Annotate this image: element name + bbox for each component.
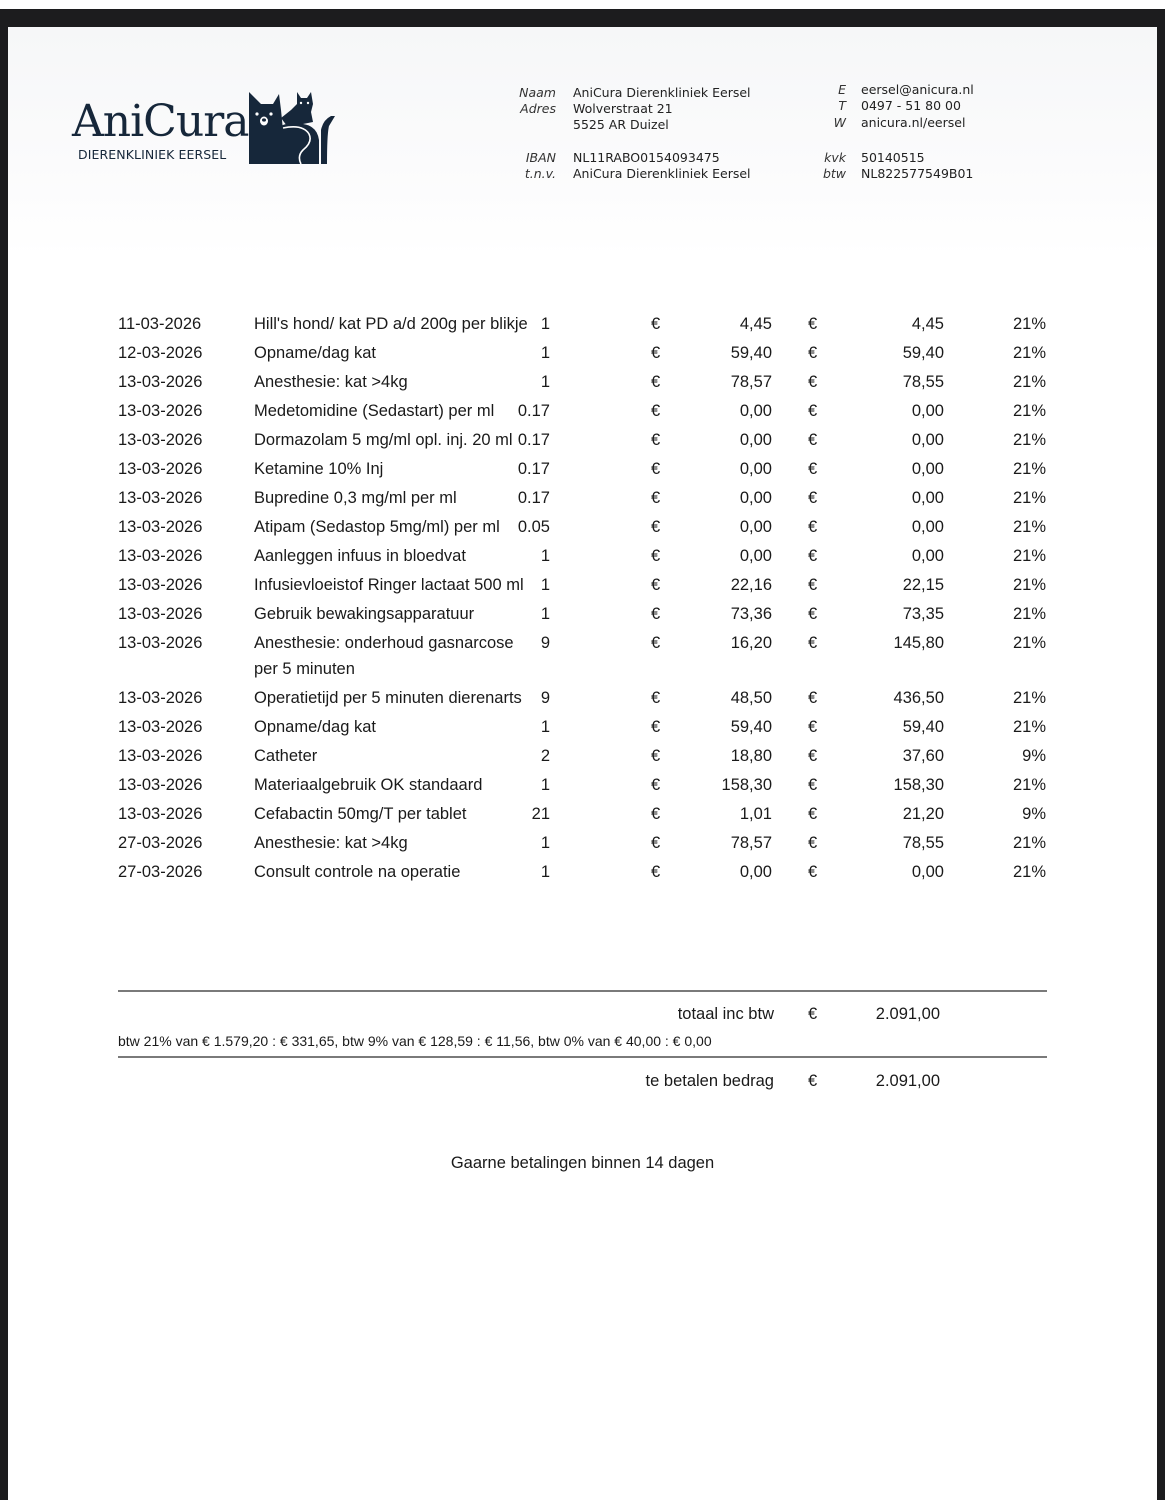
item-total-currency: € xyxy=(808,315,818,333)
label-phone: T xyxy=(838,98,846,113)
item-total: 0,00 xyxy=(911,863,944,881)
amount-due-value: 2.091,00 xyxy=(875,1072,940,1090)
item-date: 13-03-2026 xyxy=(118,689,203,707)
table-row xyxy=(118,456,1048,482)
item-quantity: 1 xyxy=(540,834,550,852)
item-unit-price: 0,00 xyxy=(739,489,772,507)
item-total-currency: € xyxy=(808,373,818,391)
item-price-currency: € xyxy=(651,605,661,623)
item-unit-price: 78,57 xyxy=(730,373,772,391)
item-unit-price: 48,50 xyxy=(730,689,772,707)
item-price-currency: € xyxy=(651,689,661,707)
label-kvk: kvk xyxy=(824,150,846,165)
item-description: Infusievloeistof Ringer lactaat 500 ml xyxy=(254,576,524,594)
item-description: Consult controle na operatie xyxy=(254,863,461,881)
clinic-address-line1: Wolverstraat 21 xyxy=(573,101,673,116)
item-total: 73,35 xyxy=(902,605,944,623)
item-vat-rate: 21% xyxy=(1012,689,1046,707)
table-row xyxy=(118,311,1048,337)
item-total-currency: € xyxy=(808,634,818,652)
item-total: 158,30 xyxy=(893,776,944,794)
label-website: W xyxy=(833,115,846,130)
line-items-table xyxy=(118,311,1048,888)
item-description: Bupredine 0,3 mg/ml per ml xyxy=(254,489,457,507)
btw-breakdown: btw 21% van € 1.579,20 : € 331,65, btw 9% van € 128,59 : € 11,56, btw 0% van € 40,00 : € 0,00 xyxy=(118,1033,712,1049)
item-total-currency: € xyxy=(808,547,818,565)
item-price-currency: € xyxy=(651,547,661,565)
item-quantity: 1 xyxy=(540,605,550,623)
item-unit-price: 4,45 xyxy=(739,315,772,333)
table-row xyxy=(118,340,1048,366)
item-total-currency: € xyxy=(808,805,818,823)
item-vat-rate: 21% xyxy=(1012,605,1046,623)
item-quantity: 2 xyxy=(540,747,550,765)
item-price-currency: € xyxy=(651,373,661,391)
item-unit-price: 59,40 xyxy=(730,344,772,362)
table-row xyxy=(118,772,1048,798)
table-row xyxy=(118,630,1048,682)
clinic-btw-number: NL822577549B01 xyxy=(861,166,974,181)
item-unit-price: 158,30 xyxy=(721,776,772,794)
item-price-currency: € xyxy=(651,634,661,652)
item-total: 21,20 xyxy=(902,805,944,823)
item-date: 27-03-2026 xyxy=(118,834,203,852)
table-row xyxy=(118,685,1048,711)
label-adres: Adres xyxy=(520,101,556,116)
table-row xyxy=(118,714,1048,740)
item-description: Materiaalgebruik OK standaard xyxy=(254,776,483,794)
item-vat-rate: 21% xyxy=(1012,489,1046,507)
total-currency: € xyxy=(808,1005,818,1023)
logo-wordmark: AniCura xyxy=(72,96,249,147)
item-date: 12-03-2026 xyxy=(118,344,203,362)
item-unit-price: 16,20 xyxy=(730,634,772,652)
item-quantity: 0.17 xyxy=(517,431,550,449)
item-date: 13-03-2026 xyxy=(118,373,203,391)
item-price-currency: € xyxy=(651,344,661,362)
clinic-website[interactable]: anicura.nl/eersel xyxy=(861,115,966,130)
table-row xyxy=(118,514,1048,540)
item-vat-rate: 21% xyxy=(1012,547,1046,565)
item-total: 0,00 xyxy=(911,547,944,565)
item-price-currency: € xyxy=(651,402,661,420)
clinic-phone: 0497 - 51 80 00 xyxy=(861,98,961,113)
item-total-currency: € xyxy=(808,344,818,362)
item-date: 13-03-2026 xyxy=(118,605,203,623)
item-total-currency: € xyxy=(808,402,818,420)
item-description: Opname/dag kat xyxy=(254,344,376,362)
item-quantity: 1 xyxy=(540,315,550,333)
item-vat-rate: 9% xyxy=(1022,805,1046,823)
item-quantity: 1 xyxy=(540,344,550,362)
item-description: Anesthesie: onderhoud gasnarcose per 5 minuten xyxy=(254,634,514,678)
item-description: Hill's hond/ kat PD a/d 200g per blikje xyxy=(254,315,528,333)
item-total: 4,45 xyxy=(911,315,944,333)
item-quantity: 1 xyxy=(540,776,550,794)
item-price-currency: € xyxy=(651,834,661,852)
item-date: 13-03-2026 xyxy=(118,747,203,765)
item-price-currency: € xyxy=(651,863,661,881)
item-date: 13-03-2026 xyxy=(118,402,203,420)
item-total: 0,00 xyxy=(911,402,944,420)
item-unit-price: 0,00 xyxy=(739,518,772,536)
label-email: E xyxy=(838,82,846,97)
item-unit-price: 0,00 xyxy=(739,460,772,478)
item-date: 13-03-2026 xyxy=(118,547,203,565)
item-total-currency: € xyxy=(808,605,818,623)
item-unit-price: 0,00 xyxy=(739,863,772,881)
item-price-currency: € xyxy=(651,315,661,333)
item-unit-price: 73,36 xyxy=(730,605,772,623)
item-total: 59,40 xyxy=(902,718,944,736)
item-vat-rate: 21% xyxy=(1012,576,1046,594)
item-unit-price: 1,01 xyxy=(739,805,772,823)
total-value: 2.091,00 xyxy=(875,1005,940,1023)
item-date: 13-03-2026 xyxy=(118,805,203,823)
item-date: 13-03-2026 xyxy=(118,431,203,449)
table-row xyxy=(118,830,1048,856)
label-iban: IBAN xyxy=(525,150,556,165)
item-total-currency: € xyxy=(808,718,818,736)
item-price-currency: € xyxy=(651,718,661,736)
clinic-iban: NL11RABO0154093475 xyxy=(573,150,720,165)
item-vat-rate: 21% xyxy=(1012,344,1046,362)
item-total: 436,50 xyxy=(893,689,944,707)
item-description: Opname/dag kat xyxy=(254,718,376,736)
item-price-currency: € xyxy=(651,518,661,536)
item-description: Anesthesie: kat >4kg xyxy=(254,373,408,391)
logo-subtitle: DIERENKLINIEK EERSEL xyxy=(78,147,227,162)
item-total: 145,80 xyxy=(893,634,944,652)
clinic-account-holder: AniCura Dierenkliniek Eersel xyxy=(573,166,751,181)
item-description: Atipam (Sedastop 5mg/ml) per ml xyxy=(254,518,500,536)
item-total: 22,15 xyxy=(902,576,944,594)
item-total-currency: € xyxy=(808,518,818,536)
item-vat-rate: 21% xyxy=(1012,402,1046,420)
item-unit-price: 0,00 xyxy=(739,402,772,420)
item-date: 13-03-2026 xyxy=(118,489,203,507)
item-quantity: 0.05 xyxy=(517,518,550,536)
item-description: Dormazolam 5 mg/ml opl. inj. 20 ml xyxy=(254,431,513,449)
item-price-currency: € xyxy=(651,431,661,449)
item-date: 27-03-2026 xyxy=(118,863,203,881)
item-vat-rate: 21% xyxy=(1012,460,1046,478)
clinic-address-line2: 5525 AR Duizel xyxy=(573,117,669,132)
item-total-currency: € xyxy=(808,747,818,765)
item-vat-rate: 9% xyxy=(1022,747,1046,765)
item-date: 13-03-2026 xyxy=(118,634,203,652)
table-row xyxy=(118,427,1048,453)
item-description: Aanleggen infuus in bloedvat xyxy=(254,547,466,565)
item-vat-rate: 21% xyxy=(1012,718,1046,736)
item-quantity: 1 xyxy=(540,718,550,736)
item-description: Ketamine 10% Inj xyxy=(254,460,384,478)
item-quantity: 9 xyxy=(540,634,550,652)
item-total-currency: € xyxy=(808,431,818,449)
summary-rule xyxy=(118,1056,1047,1058)
item-unit-price: 0,00 xyxy=(739,547,772,565)
item-date: 13-03-2026 xyxy=(118,776,203,794)
item-date: 13-03-2026 xyxy=(118,460,203,478)
item-total-currency: € xyxy=(808,863,818,881)
item-unit-price: 18,80 xyxy=(730,747,772,765)
label-tnv: t.n.v. xyxy=(524,166,556,181)
item-vat-rate: 21% xyxy=(1012,634,1046,652)
item-vat-rate: 21% xyxy=(1012,431,1046,449)
item-description: Anesthesie: kat >4kg xyxy=(254,834,408,852)
item-vat-rate: 21% xyxy=(1012,863,1046,881)
item-description: Catheter xyxy=(254,747,318,765)
item-quantity: 1 xyxy=(540,547,550,565)
item-price-currency: € xyxy=(651,460,661,478)
item-unit-price: 22,16 xyxy=(730,576,772,594)
table-row xyxy=(118,743,1048,769)
item-date: 13-03-2026 xyxy=(118,576,203,594)
item-total-currency: € xyxy=(808,576,818,594)
item-total: 0,00 xyxy=(911,518,944,536)
screen-top-strip xyxy=(0,0,1165,9)
item-total: 37,60 xyxy=(902,747,944,765)
item-quantity: 0.17 xyxy=(517,489,550,507)
amount-due-label: te betalen bedrag xyxy=(645,1072,774,1090)
item-quantity: 0.17 xyxy=(517,460,550,478)
item-total-currency: € xyxy=(808,776,818,794)
item-description: Cefabactin 50mg/T per tablet xyxy=(254,805,467,823)
item-date: 13-03-2026 xyxy=(118,718,203,736)
item-quantity: 1 xyxy=(540,863,550,881)
item-total: 0,00 xyxy=(911,489,944,507)
table-row xyxy=(118,801,1048,827)
item-price-currency: € xyxy=(651,776,661,794)
table-row xyxy=(118,572,1048,598)
item-date: 13-03-2026 xyxy=(118,518,203,536)
item-price-currency: € xyxy=(651,489,661,507)
invoice-page xyxy=(8,27,1157,1500)
table-bottom-rule xyxy=(118,990,1047,992)
label-naam: Naam xyxy=(519,85,556,100)
table-row xyxy=(118,543,1048,569)
item-vat-rate: 21% xyxy=(1012,834,1046,852)
item-unit-price: 59,40 xyxy=(730,718,772,736)
item-total: 78,55 xyxy=(902,373,944,391)
item-description: Operatietijd per 5 minuten dierenarts xyxy=(254,689,522,707)
item-unit-price: 0,00 xyxy=(739,431,772,449)
label-btw: btw xyxy=(822,166,846,181)
clinic-name: AniCura Dierenkliniek Eersel xyxy=(573,85,751,100)
item-total: 0,00 xyxy=(911,460,944,478)
item-vat-rate: 21% xyxy=(1012,776,1046,794)
item-date: 11-03-2026 xyxy=(118,315,202,333)
total-label: totaal inc btw xyxy=(677,1005,774,1023)
item-total: 0,00 xyxy=(911,431,944,449)
table-row xyxy=(118,369,1048,395)
item-total-currency: € xyxy=(808,834,818,852)
item-description: Medetomidine (Sedastart) per ml xyxy=(254,402,495,420)
item-description: Gebruik bewakingsapparatuur xyxy=(254,605,475,623)
item-quantity: 21 xyxy=(531,805,550,823)
item-total-currency: € xyxy=(808,489,818,507)
payment-terms-note: Gaarne betalingen binnen 14 dagen xyxy=(450,1154,715,1172)
item-quantity: 1 xyxy=(540,576,550,594)
item-vat-rate: 21% xyxy=(1012,518,1046,536)
dog-and-cat-icon xyxy=(247,90,337,164)
clinic-kvk: 50140515 xyxy=(861,150,925,165)
clinic-logo xyxy=(72,90,352,170)
table-row xyxy=(118,601,1048,627)
item-quantity: 1 xyxy=(540,373,550,391)
item-vat-rate: 21% xyxy=(1012,373,1046,391)
item-total-currency: € xyxy=(808,460,818,478)
item-quantity: 9 xyxy=(540,689,550,707)
item-total: 59,40 xyxy=(902,344,944,362)
item-price-currency: € xyxy=(651,747,661,765)
amount-due-currency: € xyxy=(808,1072,818,1090)
table-row xyxy=(118,859,1048,885)
table-row xyxy=(118,485,1048,511)
item-total: 78,55 xyxy=(902,834,944,852)
item-price-currency: € xyxy=(651,576,661,594)
item-quantity: 0.17 xyxy=(517,402,550,420)
item-price-currency: € xyxy=(651,805,661,823)
item-unit-price: 78,57 xyxy=(730,834,772,852)
clinic-email[interactable]: eersel@anicura.nl xyxy=(861,82,974,97)
item-vat-rate: 21% xyxy=(1012,315,1046,333)
item-total-currency: € xyxy=(808,689,818,707)
table-row xyxy=(118,398,1048,424)
